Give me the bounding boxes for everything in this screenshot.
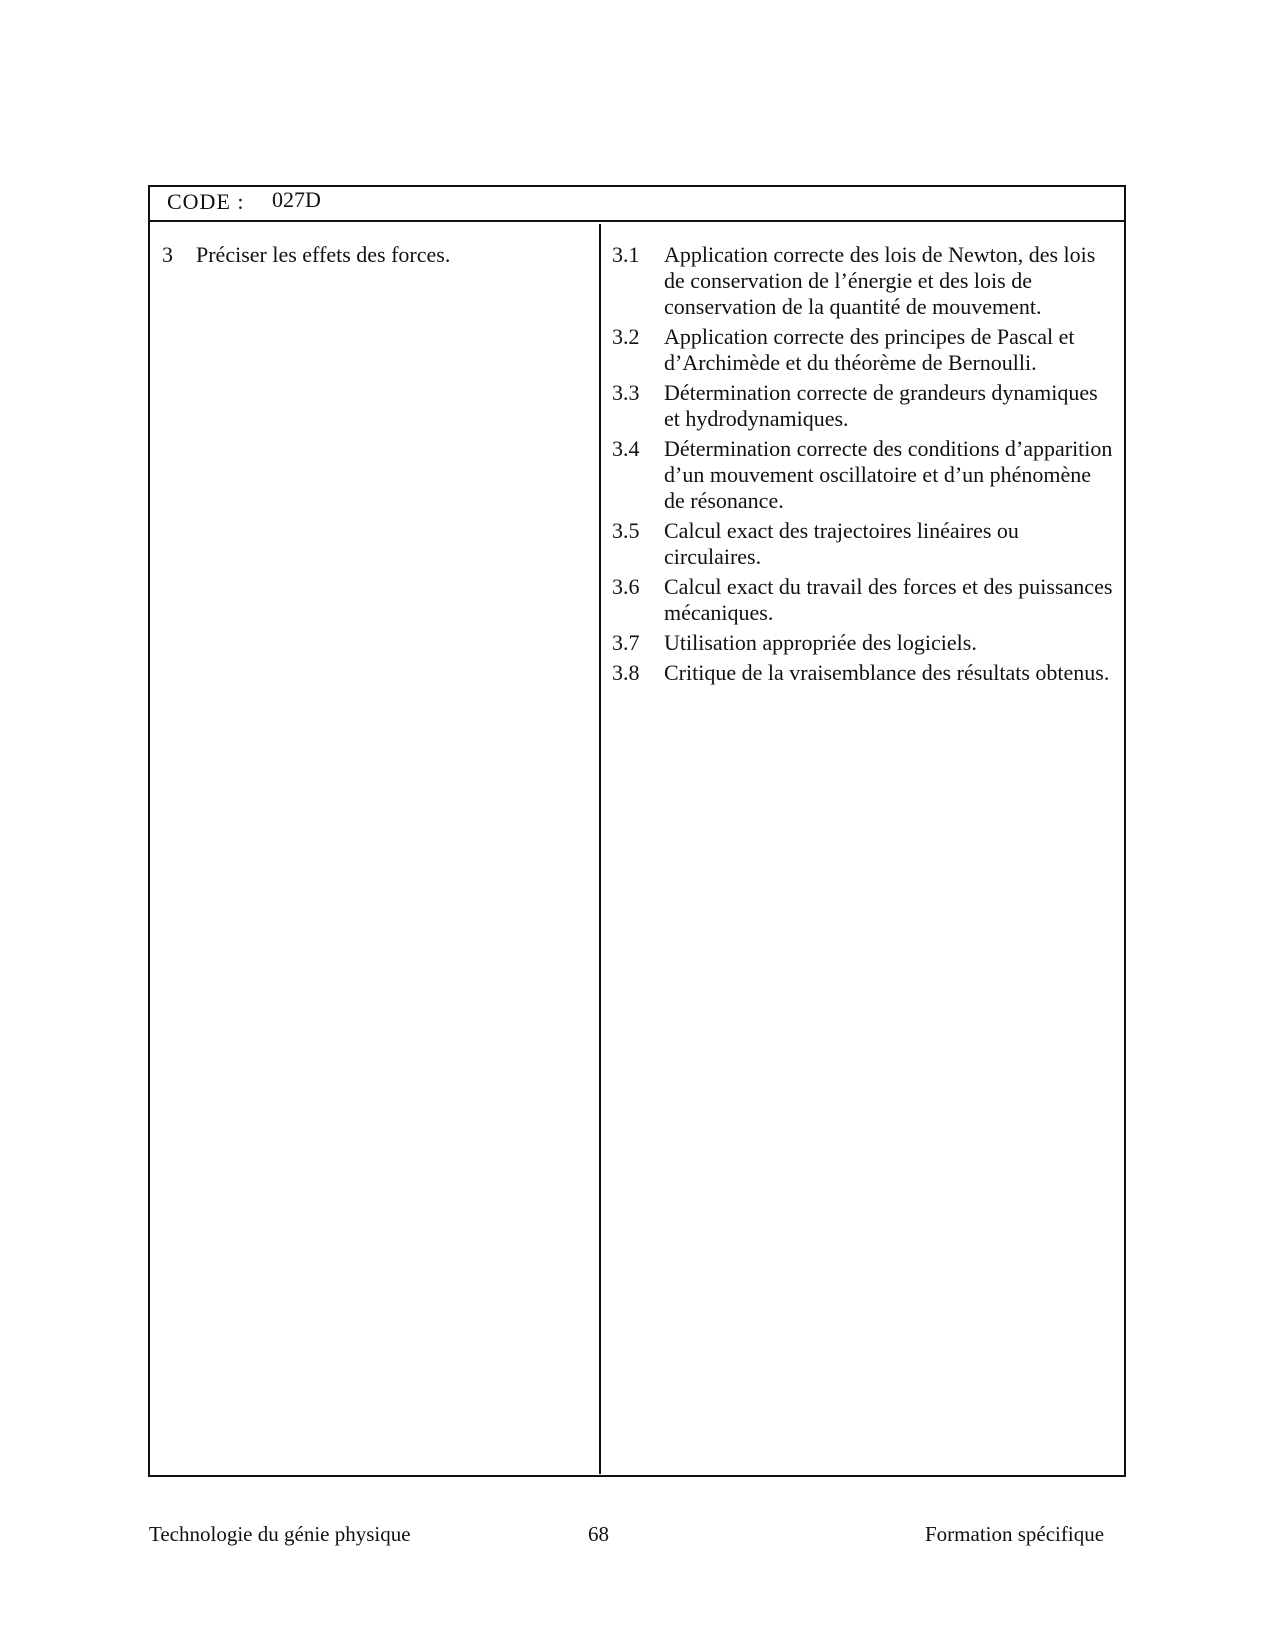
- element-column: [162, 242, 587, 268]
- footer-section-title: Formation spécifique: [925, 1522, 1105, 1546]
- criterion-item: [612, 242, 1117, 320]
- criterion-number: 3.2: [612, 324, 640, 349]
- criterion-number: 3.8: [612, 660, 640, 685]
- criterion-number: 3.3: [612, 380, 640, 405]
- criterion-text: Détermination correcte des conditions d’apparition d’un mouvement oscillatoire et d’un phénomène de résonance.: [664, 436, 1113, 513]
- element-text: Préciser les effets des forces.: [196, 242, 451, 267]
- code-value: 027D: [272, 187, 321, 212]
- code-header-row: [150, 187, 1124, 222]
- criterion-number: 3.6: [612, 574, 640, 599]
- criterion-text: Calcul exact des trajectoires linéaires ou circulaires.: [664, 518, 1019, 569]
- criterion-text: Application correcte des lois de Newton, des lois de conservation de l’énergie et des lois de conservation de la quantité de mouvement.: [664, 242, 1096, 319]
- footer-page-number: 68: [588, 1522, 609, 1546]
- criterion-number: 3.1: [612, 242, 640, 267]
- footer-program-title: Technologie du génie physique: [149, 1522, 411, 1546]
- criterion-text: Détermination correcte de grandeurs dynamiques et hydrodynamiques.: [664, 380, 1098, 431]
- criterion-number: 3.4: [612, 436, 640, 461]
- criteria-column: [612, 242, 1117, 690]
- criterion-text: Critique de la vraisemblance des résultats obtenus.: [664, 660, 1110, 685]
- code-label: CODE :: [167, 189, 245, 214]
- criterion-text: Application correcte des principes de Pascal et d’Archimède et du théorème de Bernoulli.: [664, 324, 1075, 375]
- criterion-item: [612, 574, 1117, 626]
- criterion-number: 3.7: [612, 630, 640, 655]
- criterion-item: [612, 660, 1117, 686]
- criterion-item: [612, 380, 1117, 432]
- criterion-item: [612, 630, 1117, 656]
- criterion-item: [612, 436, 1117, 514]
- criterion-text: Calcul exact du travail des forces et des puissances mécaniques.: [664, 574, 1113, 625]
- column-divider: [599, 224, 601, 1474]
- competency-table: [148, 185, 1126, 1477]
- element-number: 3: [162, 242, 173, 267]
- criterion-number: 3.5: [612, 518, 640, 543]
- criterion-item: [612, 518, 1117, 570]
- criterion-text: Utilisation appropriée des logiciels.: [664, 630, 977, 655]
- criterion-item: [612, 324, 1117, 376]
